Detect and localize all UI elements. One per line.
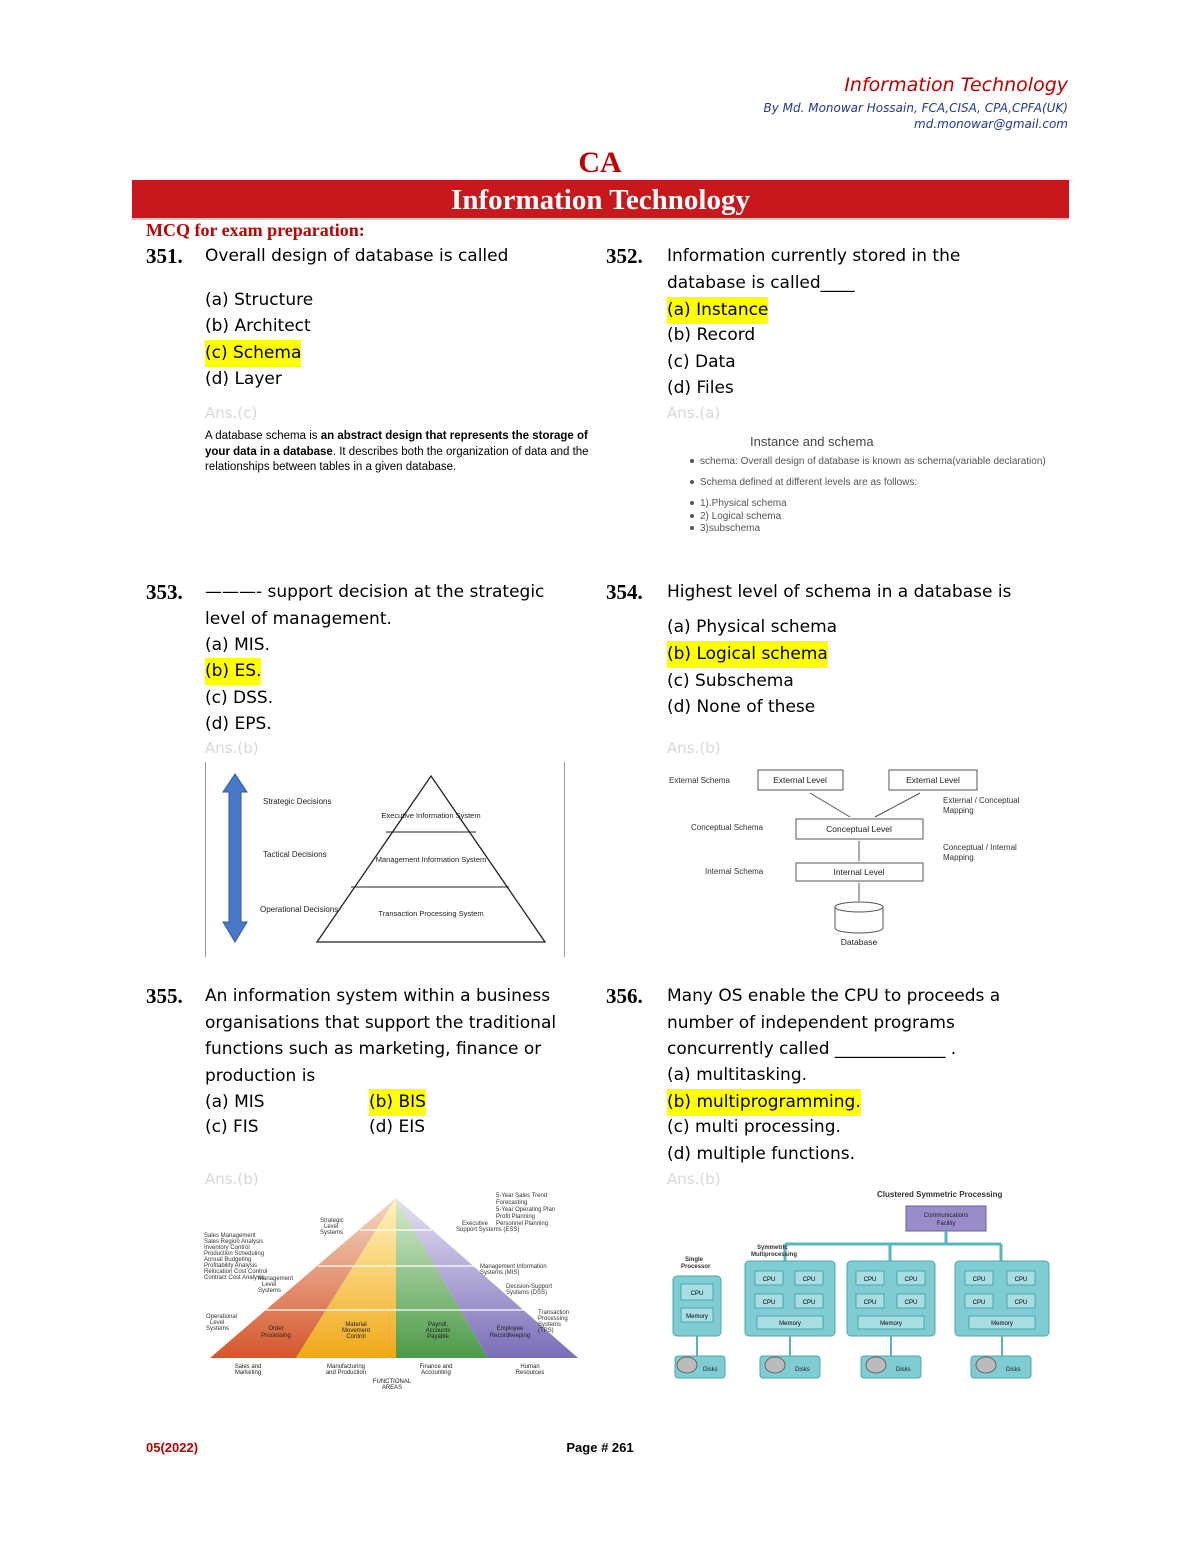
answer-label: Ans.(b) — [205, 1170, 259, 1188]
svg-text:AREAS: AREAS — [381, 1385, 403, 1391]
clustered-processing-figure — [665, 1186, 1060, 1386]
answer-label: Ans.(b) — [667, 739, 721, 757]
svg-text:CPU: CPU — [972, 1277, 986, 1283]
svg-text:CPU: CPU — [762, 1277, 776, 1283]
ext-conceptual-mapping-1: External / Conceptual — [943, 796, 1020, 805]
svg-text:Systems: Systems — [206, 1326, 230, 1332]
conceptual-schema-label: Conceptual Schema — [691, 823, 764, 832]
svg-text:Sales Region Analysis: Sales Region Analysis — [204, 1239, 264, 1245]
area-hr: Human — [520, 1364, 540, 1370]
answer-label: Ans.(b) — [667, 1170, 721, 1188]
bullet-text: Schema defined at different levels are as follows: — [700, 477, 918, 488]
strategic-level-label: Strategic — [320, 1218, 344, 1224]
tier-management: Management Information System — [375, 855, 487, 864]
schema-levels-figure — [665, 766, 1060, 951]
question-text: An information system within a business organisations that support the traditional functions such as marketing, finance or production is — [205, 986, 557, 1086]
option-c: (c) Subschema — [667, 671, 794, 691]
area-sales: Sales and — [234, 1364, 262, 1370]
option-d: (d) EIS — [369, 1117, 426, 1137]
question-text: Information currently stored in the database is called____ — [667, 246, 961, 293]
svg-text:Accounting: Accounting — [421, 1370, 451, 1376]
svg-text:(TPS): (TPS) — [538, 1328, 554, 1334]
bullet-text: 3)subschema — [700, 523, 761, 534]
ess-label: Executive — [462, 1221, 489, 1227]
svg-text:Disks: Disks — [795, 1367, 810, 1373]
option-b-correct: (b) BIS — [369, 1089, 426, 1116]
svg-text:Resources: Resources — [515, 1370, 545, 1376]
svg-text:CPU: CPU — [1014, 1300, 1028, 1306]
question-number: 353. — [146, 580, 183, 604]
svg-text:Processor: Processor — [681, 1264, 711, 1270]
figure-title: Instance and schema — [750, 434, 874, 449]
option-a: (a) MIS. — [205, 635, 270, 655]
svg-text:Control: Control — [346, 1334, 366, 1340]
svg-text:Memory: Memory — [880, 1321, 902, 1327]
answer-label: Ans.(b) — [205, 739, 259, 757]
svg-text:Systems (DSS): Systems (DSS) — [506, 1290, 548, 1296]
svg-text:Symmetric: Symmetric — [757, 1245, 788, 1251]
option-a: (a) multitasking. — [667, 1065, 808, 1085]
internal-schema-label: Internal Schema — [705, 867, 764, 876]
question-text: Many OS enable the CPU to proceeds a number of independent programs concurrently called _____________ . — [667, 986, 1001, 1059]
svg-text:Communications: Communications — [923, 1213, 969, 1219]
svg-text:Disks: Disks — [1006, 1367, 1021, 1373]
svg-text:Relocation Cost Control: Relocation Cost Control — [204, 1269, 268, 1275]
bullet-text: 1).Physical schema — [700, 498, 787, 509]
concept-internal-mapping-2: Mapping — [943, 853, 974, 862]
svg-text:Memory: Memory — [991, 1321, 1013, 1327]
tier-executive: Executive Information System — [381, 811, 481, 820]
question-number: 355. — [146, 984, 183, 1008]
instance-schema-figure — [670, 428, 1046, 538]
smp-box — [955, 1261, 1049, 1336]
tps-label: Transaction — [538, 1310, 570, 1316]
functional-areas-label: FUNCTIONAL — [372, 1379, 412, 1385]
top-note-1: 5-Year Sales Trend — [496, 1193, 548, 1199]
svg-text:and Production: and Production — [325, 1370, 367, 1376]
option-b-correct: (b) Logical schema — [667, 641, 828, 668]
ext-conceptual-mapping-2: Mapping — [943, 806, 974, 815]
explanation: A database schema is an abstract design that represents the storage of your data in a database. It describes both the organization of data and the relationships between tables in a given database. — [205, 430, 589, 473]
svg-text:Profit Planning: Profit Planning — [496, 1214, 536, 1220]
svg-text:Personnel Planning: Personnel Planning — [496, 1221, 549, 1227]
internal-level: Internal Level — [833, 867, 885, 877]
question-text: Overall design of database is called — [205, 246, 509, 266]
bullet-text: 2) Logical schema — [700, 511, 782, 522]
question-text: Highest level of schema in a database is — [667, 582, 1012, 602]
question-number: 352. — [606, 244, 643, 268]
svg-text:Systems (MIS): Systems (MIS) — [480, 1270, 520, 1276]
disks-label: Disks — [703, 1367, 718, 1373]
svg-text:Accounts: Accounts — [425, 1328, 451, 1334]
option-c: (c) Data — [667, 352, 736, 372]
answer-label: Ans.(c) — [205, 404, 258, 422]
option-a-correct: (a) Instance — [667, 297, 768, 324]
svg-text:Systems: Systems — [320, 1230, 344, 1236]
svg-text:Memory: Memory — [686, 1314, 708, 1320]
conceptual-level: Conceptual Level — [826, 824, 892, 834]
svg-text:CPU: CPU — [863, 1300, 877, 1306]
svg-text:Payable: Payable — [427, 1334, 449, 1340]
section-heading: MCQ for exam preparation: — [146, 220, 365, 240]
option-c: (c) FIS — [205, 1117, 259, 1137]
svg-text:Systems: Systems — [258, 1288, 282, 1294]
svg-text:CPU: CPU — [762, 1300, 776, 1306]
question-number: 351. — [146, 244, 183, 268]
page-number: Page # 261 — [566, 1440, 634, 1455]
decision-pyramid-figure — [205, 762, 565, 957]
tier-transaction: Transaction Processing System — [378, 909, 484, 918]
option-d: (d) None of these — [667, 697, 816, 717]
option-b: (b) Architect — [205, 316, 311, 336]
double-arrow-icon — [223, 774, 247, 942]
svg-text:Marketing: Marketing — [234, 1370, 262, 1376]
option-b: (b) Record — [667, 325, 756, 345]
svg-text:CPU: CPU — [1014, 1277, 1028, 1283]
svg-text:Multiprocessing: Multiprocessing — [751, 1252, 798, 1258]
bottom-box-4: Employee — [496, 1326, 524, 1332]
svg-text:Facility: Facility — [936, 1221, 956, 1227]
svg-text:CPU: CPU — [802, 1300, 816, 1306]
option-d: (d) multiple functions. — [667, 1144, 855, 1164]
external-level-1: External Level — [773, 775, 827, 785]
svg-text:Support Systems (ESS): Support Systems (ESS) — [456, 1227, 520, 1233]
header-email[interactable]: md.monowar@gmail.com — [914, 117, 1068, 131]
option-b-correct: (b) ES. — [205, 658, 261, 685]
bottom-box-1: Order — [268, 1326, 284, 1332]
area-manufacturing: Manufacturing — [326, 1364, 366, 1370]
external-schema-label: External Schema — [669, 776, 730, 785]
svg-text:CPU: CPU — [863, 1277, 877, 1283]
option-d: (d) EPS. — [205, 714, 272, 734]
svg-text:Inventory Control: Inventory Control — [204, 1245, 250, 1251]
svg-text:Forecasting: Forecasting — [496, 1200, 528, 1206]
svg-text:CPU: CPU — [690, 1291, 704, 1297]
option-c: (c) multi processing. — [667, 1117, 841, 1137]
option-b-correct: (b) multiprogramming. — [667, 1089, 861, 1116]
area-finance: Finance and — [419, 1364, 453, 1370]
option-a: (a) Physical schema — [667, 617, 838, 637]
database-label: Database — [840, 937, 878, 947]
svg-text:CPU: CPU — [972, 1300, 986, 1306]
option-c-correct: (c) Schema — [205, 340, 301, 367]
svg-text:Single: Single — [685, 1257, 704, 1263]
svg-text:Profitability Analysis: Profitability Analysis — [204, 1263, 258, 1269]
answer-label: Ans.(a) — [667, 404, 721, 422]
bullet-text: schema: Overall design of database is known as schema(variable declaration) — [700, 456, 1046, 467]
svg-text:Processing: Processing — [538, 1316, 568, 1322]
figure-title: Clustered Symmetric Processing — [877, 1190, 1003, 1199]
header-subject: Information Technology — [844, 74, 1068, 96]
option-a: (a) MIS — [205, 1092, 265, 1112]
svg-text:Movement: Movement — [341, 1328, 371, 1334]
svg-text:Recordkeeping: Recordkeeping — [489, 1333, 531, 1339]
subject-banner: Information Technology — [132, 180, 1069, 218]
info-systems-pyramid-figure — [200, 1190, 585, 1390]
option-d: (d) Layer — [205, 369, 282, 389]
option-c: (c) DSS. — [205, 688, 274, 708]
dss-label: Decision-Support — [506, 1284, 553, 1290]
bottom-box-3: Payroll, — [427, 1322, 449, 1328]
svg-text:Disks: Disks — [896, 1367, 911, 1373]
option-d: (d) Files — [667, 378, 734, 398]
svg-text:CPU: CPU — [904, 1277, 918, 1283]
question-number: 356. — [606, 984, 643, 1008]
svg-text:Contract Cost Analysis: Contract Cost Analysis — [204, 1275, 265, 1281]
svg-text:Memory: Memory — [779, 1321, 801, 1327]
question-number: 354. — [606, 580, 643, 604]
management-level-label: Management — [258, 1276, 294, 1282]
svg-text:Annual Budgeting: Annual Budgeting — [204, 1257, 252, 1263]
smp-box — [745, 1261, 835, 1336]
strategic-label: Strategic Decisions — [263, 797, 332, 806]
svg-text:Production Scheduling: Production Scheduling — [204, 1251, 265, 1257]
left-note-1: Sales Management — [204, 1233, 256, 1239]
svg-text:CPU: CPU — [802, 1277, 816, 1283]
mis-label: Management Information — [480, 1264, 547, 1270]
footer-edition: 05(2022) — [146, 1440, 199, 1455]
svg-text:5-Year Operating Plan: 5-Year Operating Plan — [496, 1207, 556, 1213]
svg-text:Systems: Systems — [538, 1322, 562, 1328]
svg-text:Processing: Processing — [261, 1333, 291, 1339]
operational-label: Operational Decisions — [260, 905, 339, 914]
concept-internal-mapping-1: Conceptual / Internal — [943, 843, 1017, 852]
header-author: By Md. Monowar Hossain, FCA,CISA, CPA,CPFA(UK) — [763, 101, 1068, 115]
tactical-label: Tactical Decisions — [263, 850, 327, 859]
svg-text:Level: Level — [262, 1282, 277, 1288]
external-level-2: External Level — [906, 775, 960, 785]
question-text: ———- support decision at the strategic level of management. — [205, 582, 545, 629]
operational-level-label: Operational — [206, 1314, 238, 1320]
page-title: CA — [578, 146, 622, 179]
svg-text:Level: Level — [210, 1320, 225, 1326]
smp-box — [847, 1261, 935, 1336]
svg-text:CPU: CPU — [904, 1300, 918, 1306]
bottom-box-2: Material — [345, 1322, 367, 1328]
option-a: (a) Structure — [205, 290, 314, 310]
svg-text:Level: Level — [324, 1224, 339, 1230]
